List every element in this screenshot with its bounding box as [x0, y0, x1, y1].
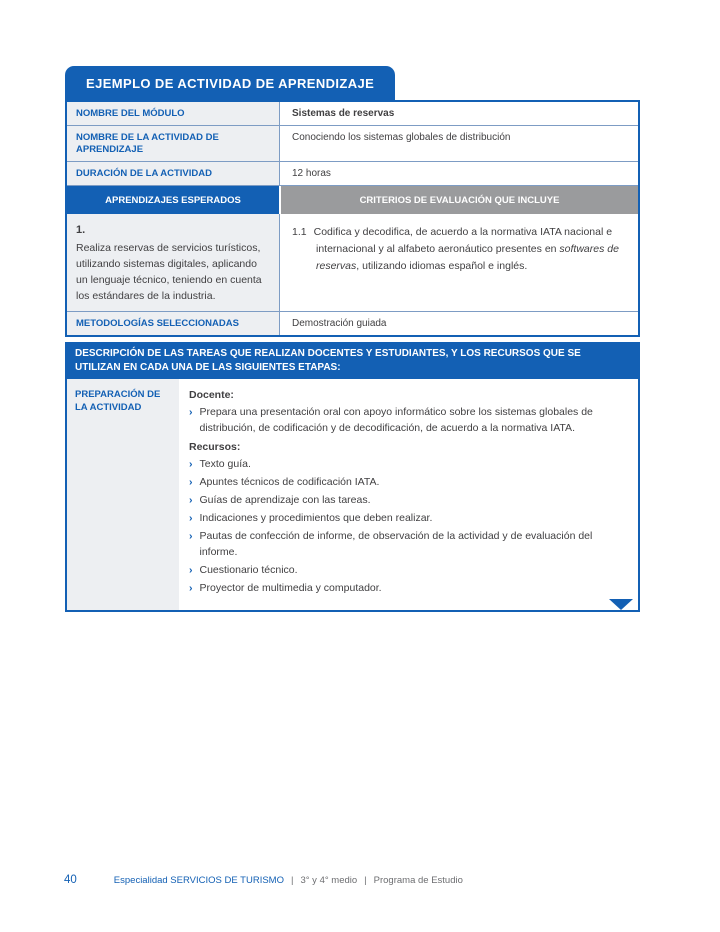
methodology-row [67, 311, 638, 335]
row-label: NOMBRE DE LA ACTIVIDAD DE APRENDIZAJE [67, 126, 279, 161]
methodology-value: Demostración guiada [279, 312, 638, 335]
preparation-row [65, 379, 640, 612]
chevron-bullet-icon: › [189, 476, 193, 488]
footer-separator: | [364, 875, 367, 886]
preparation-label: PREPARACIÓN DE LA ACTIVIDAD [67, 379, 179, 610]
footer-grade: 3° y 4° medio [300, 875, 358, 886]
criteria-number: 1.1 [292, 226, 307, 238]
criteria-text-after: , utilizando idiomas español e inglés. [356, 260, 528, 272]
chevron-bullet-icon: › [189, 530, 193, 542]
activity-table-section [65, 66, 640, 612]
footer-specialty: Especialidad SERVICIOS DE TURISMO [113, 875, 284, 886]
preparation-content [179, 379, 638, 610]
list-item-text: Prepara una presentación oral con apoyo informático sobre los sistemas globales de distribución, de codificación y de decodificación, de acuerdo a la normativa IATA. [199, 406, 593, 434]
list-item-text: Texto guía. [199, 458, 251, 470]
row-value: 12 horas [279, 162, 638, 185]
footer-program: Programa de Estudio [373, 875, 463, 886]
list-item-text: Proyector de multimedia y computador. [199, 582, 382, 594]
criteria-paragraph [292, 224, 626, 275]
page-title: EJEMPLO DE ACTIVIDAD DE APRENDIZAJE [65, 66, 395, 100]
info-rows [67, 102, 638, 185]
learning-text: Realiza reservas de servicios turísticos, utilizando sistemas digitales, aplicando un lenguaje técnico, teniendo en cuenta los estándares de la industria. [76, 242, 262, 302]
column-header-row [67, 185, 638, 214]
list-item-text: Guías de aprendizaje con las tareas. [199, 494, 371, 506]
docente-list [189, 404, 626, 436]
expand-more-icon [609, 599, 633, 610]
expected-learning-cell [67, 214, 279, 311]
list-item-text: Cuestionario técnico. [199, 564, 298, 576]
evaluation-criteria-cell [279, 214, 638, 311]
learning-criteria-row [67, 214, 638, 311]
page-footer [64, 874, 463, 886]
recursos-heading: Recursos: [189, 441, 241, 453]
chevron-bullet-icon: › [189, 582, 193, 594]
chevron-bullet-icon: › [189, 406, 193, 418]
evaluation-criteria-header: CRITERIOS DE EVALUACIÓN QUE INCLUYE [279, 186, 638, 214]
description-banner: DESCRIPCIÓN DE LAS TAREAS QUE REALIZAN DOCENTES Y ESTUDIANTES, Y LOS RECURSOS QUE SE UTILIZAN EN CADA UNA DE LAS SIGUIENTES ETAPAS: [65, 342, 640, 379]
list-item [189, 562, 626, 578]
learning-number: 1. [76, 224, 86, 236]
chevron-bullet-icon: › [189, 564, 193, 576]
list-item [189, 492, 626, 508]
docente-heading: Docente: [189, 389, 234, 401]
list-item-text: Indicaciones y procedimientos que deben realizar. [199, 512, 433, 524]
list-item-text: Pautas de confección de informe, de observación de la actividad y de evaluación del informe. [199, 530, 593, 558]
criteria-italic-phrase: softwares de reservas [316, 243, 619, 272]
table-row [67, 161, 638, 185]
list-item [189, 510, 626, 526]
table-row [67, 125, 638, 161]
criteria-text-before: Codifica y decodifica, de acuerdo a la normativa IATA nacional e internacional y al alfabeto aeronáutico presentes en [313, 226, 613, 255]
row-value: Conociendo los sistemas globales de distribución [279, 126, 638, 161]
chevron-bullet-icon: › [189, 458, 193, 470]
row-label: DURACIÓN DE LA ACTIVIDAD [67, 162, 279, 185]
expected-learning-header: APRENDIZAJES ESPERADOS [67, 186, 279, 214]
chevron-bullet-icon: › [189, 494, 193, 506]
row-label: NOMBRE DEL MÓDULO [67, 102, 279, 125]
list-item [189, 528, 626, 560]
page-number: 40 [64, 874, 77, 886]
list-item [189, 456, 626, 472]
list-item-text: Apuntes técnicos de codificación IATA. [199, 476, 380, 488]
methodology-label: METODOLOGÍAS SELECCIONADAS [67, 312, 279, 335]
list-item [189, 474, 626, 490]
table-row [67, 102, 638, 125]
footer-separator: | [290, 875, 294, 886]
list-item [189, 404, 626, 436]
activity-table [65, 100, 640, 337]
recursos-list [189, 456, 626, 596]
list-item [189, 580, 626, 596]
chevron-bullet-icon: › [189, 512, 193, 524]
row-value: Sistemas de reservas [279, 102, 638, 125]
